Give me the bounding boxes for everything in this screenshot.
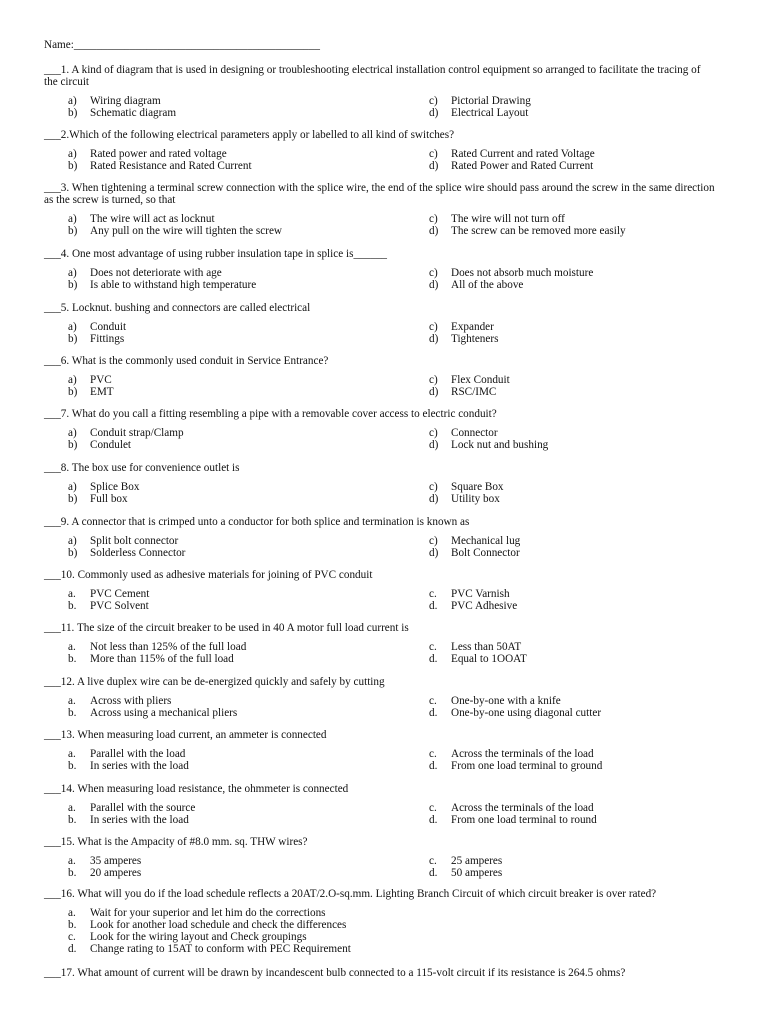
answer-option: [429, 855, 689, 867]
option-letter: d): [429, 279, 439, 291]
question-stem: ___15. What is the Ampacity of #8.0 mm. sq. THW wires?: [44, 836, 308, 848]
answer-option: [68, 160, 429, 172]
option-letter: b.: [68, 919, 77, 931]
question-12: [44, 676, 716, 719]
question-7: [44, 408, 716, 451]
option-text: PVC Varnish: [451, 588, 510, 600]
option-letter: a): [68, 427, 77, 439]
option-text: Square Box: [451, 481, 504, 493]
option-letter: d.: [429, 760, 438, 772]
option-letter: b): [68, 279, 78, 291]
answer-options: [68, 321, 716, 345]
option-text: Lock nut and bushing: [451, 439, 549, 451]
option-letter: d.: [429, 707, 438, 719]
option-text: PVC Solvent: [90, 600, 149, 612]
answer-option: [68, 321, 429, 333]
answer-options: [68, 588, 716, 612]
answer-options: [68, 535, 716, 559]
question-4: [44, 248, 716, 291]
option-letter: b): [68, 547, 78, 559]
option-text: Rated Resistance and Rated Current: [90, 160, 252, 172]
answer-options: [68, 213, 716, 237]
option-letter: d.: [429, 600, 438, 612]
option-letter: b.: [68, 600, 77, 612]
question-3: [44, 182, 716, 237]
question-6: [44, 355, 716, 398]
option-letter: b.: [68, 653, 77, 665]
answer-option: [68, 748, 429, 760]
option-letter: c): [429, 267, 438, 279]
question-stem: ___14. When measuring load resistance, the ohmmeter is connected: [44, 783, 349, 795]
option-text: Equal to 1OOAT: [451, 653, 527, 665]
answer-option: [429, 493, 689, 505]
question-5: [44, 302, 716, 345]
option-text: 35 amperes: [90, 855, 142, 867]
option-letter: c): [429, 374, 438, 386]
option-letter: d): [429, 107, 439, 119]
answer-option: [68, 386, 429, 398]
option-text: Connector: [451, 427, 498, 439]
option-letter: c.: [429, 802, 437, 814]
answer-option: [68, 95, 429, 107]
answer-option: [429, 695, 689, 707]
answer-option: [429, 641, 689, 653]
answer-option: [429, 588, 689, 600]
option-letter: d.: [429, 867, 438, 879]
option-text: Look for the wiring layout and Check groupings: [90, 931, 307, 943]
option-text: Change rating to 15AT to conform with PEC Requirement: [90, 943, 351, 955]
answer-option: [68, 333, 429, 345]
option-letter: b): [68, 160, 78, 172]
option-text: Less than 50AT: [451, 641, 522, 653]
option-letter: a): [68, 148, 77, 160]
answer-option: [429, 707, 689, 719]
question-stem: ___9. A connector that is crimped unto a conductor for both splice and termination is known as: [44, 516, 470, 528]
question-10: [44, 569, 716, 612]
answer-option: [429, 213, 689, 225]
answer-option: [68, 802, 429, 814]
answer-option: [68, 600, 429, 612]
option-letter: a.: [68, 855, 76, 867]
option-text: Rated Current and rated Voltage: [451, 148, 595, 160]
option-text: Across with pliers: [90, 695, 172, 707]
option-text: PVC Adhesive: [451, 600, 518, 612]
option-letter: d): [429, 439, 439, 451]
option-letter: a.: [68, 588, 76, 600]
answer-option: [429, 267, 689, 279]
answer-option: [429, 95, 689, 107]
answer-option: [68, 943, 688, 955]
question-stem: ___8. The box use for convenience outlet is: [44, 462, 240, 474]
option-letter: a.: [68, 641, 76, 653]
answer-option: [68, 267, 429, 279]
option-letter: c): [429, 213, 438, 225]
answer-options: [68, 748, 716, 772]
option-text: Split bolt connector: [90, 535, 179, 547]
option-letter: a): [68, 213, 77, 225]
answer-option: [68, 907, 688, 919]
answer-option: [68, 225, 429, 237]
question-stem: ___1. A kind of diagram that is used in designing or troubleshooting electrical installation control equipment so arranged to facilitate the tracing of the circuit: [44, 64, 701, 88]
question-stem: ___17. What amount of current will be drawn by incandescent bulb connected to a 115-volt circuit if its resistance is 264.5 ohms?: [44, 967, 626, 979]
option-text: One-by-one with a knife: [451, 695, 561, 707]
answer-option: [429, 333, 689, 345]
option-letter: a): [68, 267, 77, 279]
answer-option: [429, 802, 689, 814]
option-text: 50 amperes: [451, 867, 503, 879]
answer-options: [68, 907, 716, 955]
option-letter: c): [429, 321, 438, 333]
option-letter: a): [68, 95, 77, 107]
option-text: Rated power and rated voltage: [90, 148, 227, 160]
question-stem: ___3. When tightening a terminal screw connection with the splice wire, the end of the splice wire should pass around the screw in the same direction as the screw is turned, so that: [44, 182, 715, 206]
option-letter: a.: [68, 907, 76, 919]
option-text: Parallel with the source: [90, 802, 196, 814]
option-text: Tighteners: [451, 333, 499, 345]
option-letter: b): [68, 333, 78, 345]
option-text: Schematic diagram: [90, 107, 177, 119]
option-letter: b): [68, 225, 78, 237]
question-stem: ___13. When measuring load current, an ammeter is connected: [44, 729, 327, 741]
answer-option: [68, 213, 429, 225]
option-letter: b.: [68, 814, 77, 826]
option-letter: d): [429, 493, 439, 505]
option-letter: c): [429, 148, 438, 160]
answer-option: [429, 814, 689, 826]
option-text: Fittings: [90, 333, 125, 345]
question-16: [44, 888, 716, 955]
option-text: Bolt Connector: [451, 547, 520, 559]
option-text: From one load terminal to ground: [451, 760, 603, 772]
option-letter: d): [429, 547, 439, 559]
option-text: Not less than 125% of the full load: [90, 641, 247, 653]
option-letter: c.: [429, 695, 437, 707]
answer-option: [68, 547, 429, 559]
option-text: All of the above: [451, 279, 524, 291]
option-text: 25 amperes: [451, 855, 503, 867]
option-letter: d): [429, 225, 439, 237]
answer-option: [429, 225, 689, 237]
option-text: Does not deteriorate with age: [90, 267, 222, 279]
option-text: Conduit strap/Clamp: [90, 427, 184, 439]
answer-option: [68, 107, 429, 119]
option-text: In series with the load: [90, 760, 189, 772]
option-text: Does not absorb much moisture: [451, 267, 594, 279]
option-text: Pictorial Drawing: [451, 95, 531, 107]
option-text: Rated Power and Rated Current: [451, 160, 594, 172]
option-letter: d.: [429, 653, 438, 665]
option-letter: c): [429, 95, 438, 107]
answer-options: [68, 641, 716, 665]
name-field-line: Name:____________________________________________: [44, 39, 320, 51]
option-text: Is able to withstand high temperature: [90, 279, 257, 291]
answer-option: [429, 535, 689, 547]
option-text: Electrical Layout: [451, 107, 529, 119]
option-text: EMT: [90, 386, 114, 398]
option-text: Flex Conduit: [451, 374, 510, 386]
answer-option: [429, 481, 689, 493]
answer-option: [429, 748, 689, 760]
option-text: Condulet: [90, 439, 132, 451]
option-letter: c): [429, 481, 438, 493]
option-text: Any pull on the wire will tighten the screw: [90, 225, 283, 237]
answer-option: [68, 814, 429, 826]
answer-option: [68, 279, 429, 291]
question-2: [44, 129, 716, 172]
option-letter: b.: [68, 760, 77, 772]
answer-option: [68, 695, 429, 707]
answer-options: [68, 695, 716, 719]
option-letter: a): [68, 535, 77, 547]
option-text: 20 amperes: [90, 867, 142, 879]
option-letter: b): [68, 493, 78, 505]
answer-option: [429, 760, 689, 772]
answer-option: [68, 427, 429, 439]
option-letter: a.: [68, 695, 76, 707]
option-text: RSC/IMC: [451, 386, 497, 398]
answer-option: [68, 641, 429, 653]
option-text: The screw can be removed more easily: [451, 225, 626, 237]
question-1: [44, 64, 716, 119]
option-letter: d): [429, 386, 439, 398]
answer-option: [68, 653, 429, 665]
question-8: [44, 462, 716, 505]
answer-option: [429, 653, 689, 665]
question-stem: ___7. What do you call a fitting resembling a pipe with a removable cover access to electric conduit?: [44, 408, 497, 420]
option-letter: a): [68, 374, 77, 386]
option-text: Across the terminals of the load: [451, 748, 594, 760]
answer-option: [68, 760, 429, 772]
question-stem: ___2.Which of the following electrical parameters apply or labelled to all kind of switches?: [44, 129, 455, 141]
question-17: [44, 967, 716, 979]
answer-option: [429, 374, 689, 386]
option-text: Conduit: [90, 321, 127, 333]
option-letter: d.: [68, 943, 77, 955]
option-letter: c.: [429, 641, 437, 653]
option-letter: c): [429, 535, 438, 547]
question-stem: ___6. What is the commonly used conduit in Service Entrance?: [44, 355, 329, 367]
option-text: Solderless Connector: [90, 547, 186, 559]
option-letter: b): [68, 439, 78, 451]
answer-option: [68, 493, 429, 505]
option-text: PVC Cement: [90, 588, 150, 600]
option-text: From one load terminal to round: [451, 814, 597, 826]
option-text: Across the terminals of the load: [451, 802, 594, 814]
option-text: One-by-one using diagonal cutter: [451, 707, 602, 719]
option-text: Wiring diagram: [90, 95, 161, 107]
answer-option: [429, 867, 689, 879]
option-letter: b): [68, 107, 78, 119]
option-text: Expander: [451, 321, 494, 333]
question-stem: ___5. Locknut. bushing and connectors are called electrical: [44, 302, 311, 314]
answer-options: [68, 855, 716, 879]
answer-options: [68, 374, 716, 398]
question-stem: ___4. One most advantage of using rubber insulation tape in splice is______: [44, 248, 388, 260]
question-stem: ___10. Commonly used as adhesive materials for joining of PVC conduit: [44, 569, 373, 581]
answer-option: [429, 600, 689, 612]
option-letter: a.: [68, 802, 76, 814]
question-stem: ___12. A live duplex wire can be de-energized quickly and safely by cutting: [44, 676, 385, 688]
answer-options: [68, 148, 716, 172]
answer-option: [68, 481, 429, 493]
option-text: More than 115% of the full load: [90, 653, 234, 665]
answer-option: [68, 931, 688, 943]
answer-option: [68, 374, 429, 386]
answer-option: [68, 707, 429, 719]
option-letter: a): [68, 481, 77, 493]
answer-option: [68, 148, 429, 160]
answer-option: [429, 107, 689, 119]
option-text: In series with the load: [90, 814, 189, 826]
answer-option: [429, 547, 689, 559]
option-letter: a): [68, 321, 77, 333]
option-letter: c.: [68, 931, 76, 943]
option-text: Splice Box: [90, 481, 140, 493]
option-text: Across using a mechanical pliers: [90, 707, 238, 719]
answer-option: [429, 279, 689, 291]
option-text: PVC: [90, 374, 112, 386]
option-letter: c): [429, 427, 438, 439]
option-letter: d): [429, 160, 439, 172]
option-letter: b.: [68, 707, 77, 719]
answer-option: [429, 321, 689, 333]
option-letter: b): [68, 386, 78, 398]
option-letter: d.: [429, 814, 438, 826]
answer-option: [429, 439, 689, 451]
option-letter: b.: [68, 867, 77, 879]
answer-options: [68, 481, 716, 505]
option-text: Wait for your superior and let him do the corrections: [90, 907, 326, 919]
option-text: The wire will act as locknut: [90, 213, 215, 225]
question-14: [44, 783, 716, 826]
answer-option: [68, 855, 429, 867]
option-letter: c.: [429, 588, 437, 600]
answer-options: [68, 95, 716, 119]
option-letter: d): [429, 333, 439, 345]
question-15: [44, 836, 716, 879]
option-text: Parallel with the load: [90, 748, 186, 760]
question-13: [44, 729, 716, 772]
answer-option: [429, 427, 689, 439]
option-text: Full box: [90, 493, 128, 505]
question-9: [44, 516, 716, 559]
option-text: The wire will not turn off: [451, 213, 565, 225]
question-11: [44, 622, 716, 665]
answer-option: [68, 919, 688, 931]
answer-option: [68, 439, 429, 451]
option-text: Mechanical lug: [451, 535, 521, 547]
answer-option: [429, 160, 689, 172]
answer-option: [429, 148, 689, 160]
answer-options: [68, 267, 716, 291]
answer-option: [68, 588, 429, 600]
answer-option: [429, 386, 689, 398]
answer-option: [68, 535, 429, 547]
option-letter: c.: [429, 855, 437, 867]
answer-option: [68, 867, 429, 879]
option-letter: c.: [429, 748, 437, 760]
question-stem: ___11. The size of the circuit breaker to be used in 40 A motor full load current is: [44, 622, 409, 634]
answer-options: [68, 802, 716, 826]
option-letter: a.: [68, 748, 76, 760]
answer-options: [68, 427, 716, 451]
option-text: Utility box: [451, 493, 500, 505]
option-text: Look for another load schedule and check the differences: [90, 919, 347, 931]
question-stem: ___16. What will you do if the load schedule reflects a 20AT/2.O-sq.mm. Lighting Branch Circuit of which circuit breaker is over rated?: [44, 888, 657, 900]
